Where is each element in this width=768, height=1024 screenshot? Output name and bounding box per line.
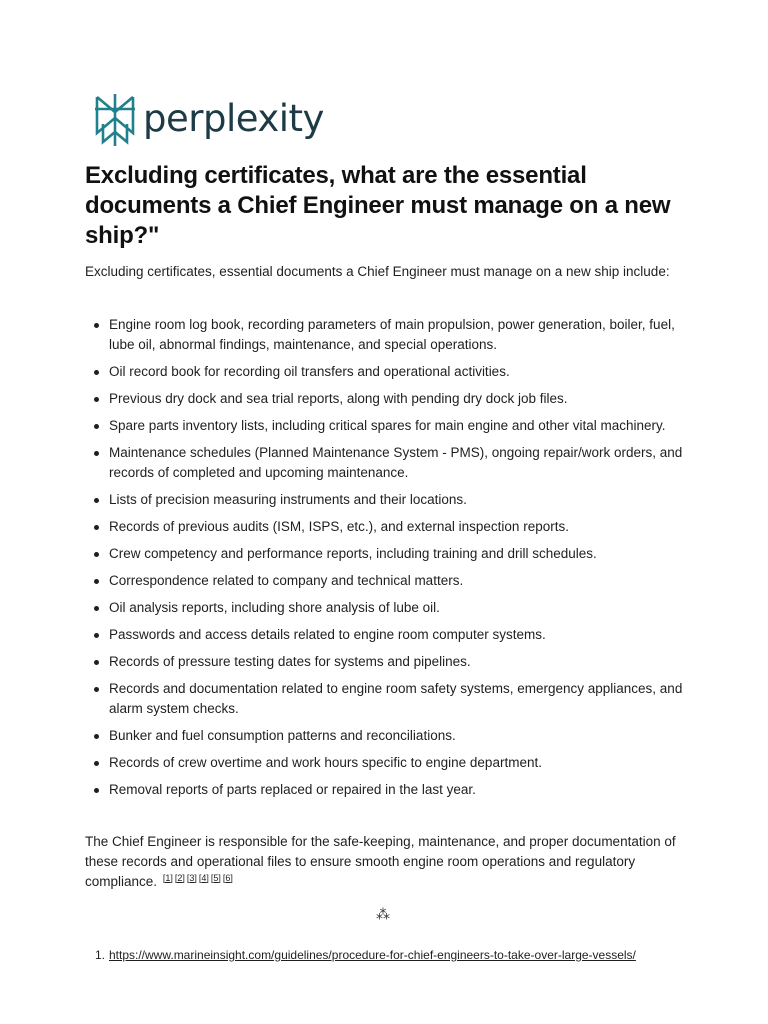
list-item: Previous dry dock and sea trial reports, along with pending dry dock job files.: [85, 389, 685, 409]
list-item: Spare parts inventory lists, including critical spares for main engine and other vital machinery.: [85, 416, 685, 436]
citation-link[interactable]: [1]: [162, 872, 173, 883]
list-item: Maintenance schedules (Planned Maintenance System - PMS), ongoing repair/work orders, and records of completed and upcoming maintenance.: [85, 443, 685, 483]
closing-text: The Chief Engineer is responsible for the safe-keeping, maintenance, and proper documentation of these records and operational files to ensure smooth engine room operations and regulatory compliance.: [85, 834, 676, 889]
list-item: Crew competency and performance reports, including training and drill schedules.: [85, 544, 685, 564]
answer-intro: Excluding certificates, essential documents a Chief Engineer must manage on a new ship include:: [85, 264, 670, 279]
citation-group: [161, 874, 233, 889]
list-item: Records of crew overtime and work hours specific to engine department.: [85, 753, 685, 773]
document-list: [85, 315, 685, 807]
list-item: Correspondence related to company and technical matters.: [85, 571, 685, 591]
list-item: Records of previous audits (ISM, ISPS, etc.), and external inspection reports.: [85, 517, 685, 537]
list-item: Oil record book for recording oil transfers and operational activities.: [85, 362, 685, 382]
citation-link[interactable]: [3]: [186, 872, 197, 883]
brand-wordmark: perplexity: [143, 96, 324, 140]
list-item: Oil analysis reports, including shore analysis of lube oil.: [85, 598, 685, 618]
reference-link[interactable]: https://www.marineinsight.com/guidelines/procedure-for-chief-engineers-to-take-over-large-vessels/: [109, 948, 636, 962]
answer-closing: [85, 832, 685, 892]
perplexity-logo: [94, 95, 324, 145]
citation-link[interactable]: [5]: [210, 872, 221, 883]
citation-link[interactable]: [2]: [174, 872, 185, 883]
list-item: Passwords and access details related to engine room computer systems.: [85, 625, 685, 645]
list-item: Removal reports of parts replaced or repaired in the last year.: [85, 780, 685, 800]
perplexity-logo-icon: [94, 94, 136, 146]
list-item: Lists of precision measuring instruments and their locations.: [85, 490, 685, 510]
list-item: Engine room log book, recording parameters of main propulsion, power generation, boiler, fuel, lube oil, abnormal findings, maintenance, and special operations.: [85, 315, 685, 355]
list-item: Bunker and fuel consumption patterns and reconciliations.: [85, 726, 685, 746]
reference-item: [85, 946, 705, 964]
reference-list: [85, 946, 705, 964]
list-item: Records of pressure testing dates for systems and pipelines.: [85, 652, 685, 672]
citation-link[interactable]: [4]: [198, 872, 209, 883]
reference-number: 1.: [95, 948, 106, 962]
question-title: Excluding certificates, what are the essential documents a Chief Engineer must manage on a new ship?": [85, 162, 671, 249]
list-item: Records and documentation related to engine room safety systems, emergency appliances, and alarm system checks.: [85, 679, 685, 719]
citation-link[interactable]: [6]: [222, 872, 233, 883]
section-divider: ⁂: [376, 906, 390, 922]
